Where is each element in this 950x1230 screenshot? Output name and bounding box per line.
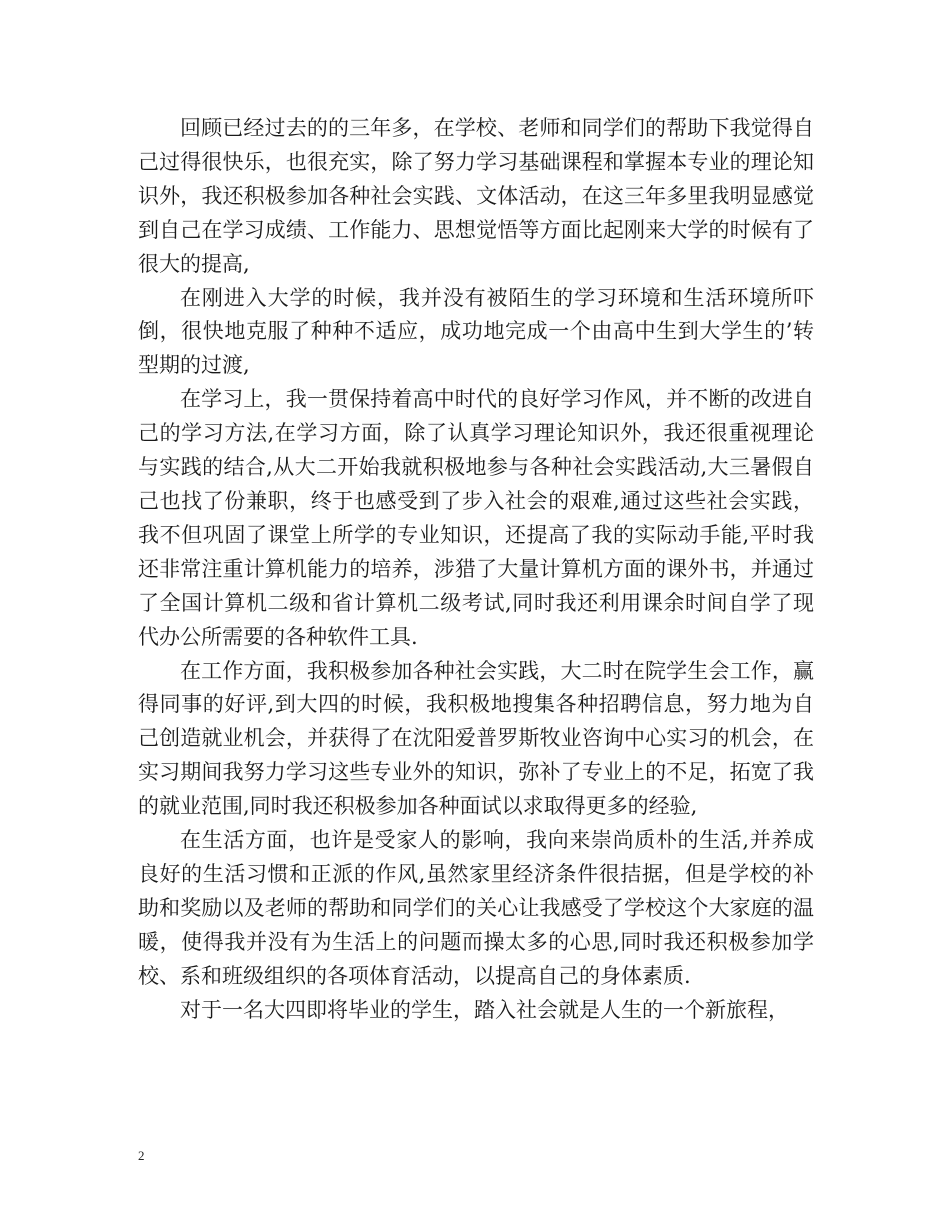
paragraph-work: 在工作方面，我积极参加各种社会实践，大二时在院学生会工作，赢得同事的好评,到大四的时候，我积极地搜集各种招聘信息，努力地为自己创造就业机会，并获得了在沈阳爱普罗斯牧业咨询中心实习的机会，在实习期间我努力学习这些专业外的知识，弥补了专业上的不足，拓宽了我的就业范围,同时我还积极参加各种面试以求取得更多的经验, [138, 658, 814, 819]
paragraph-graduation: 对于一名大四即将毕业的学生，踏入社会就是人生的一个新旅程， [180, 997, 789, 1022]
paragraph-review: 回顾已经过去的的三年多，在学校、老师和同学们的帮助下我觉得自己过得很快乐，也很充实，除了努力学习基础课程和掌握本专业的理论知识外，我还积极参加各种社会实践、文体活动，在这三年多里我明显感觉到自己在学习成绩、工作能力、思想觉悟等方面比起刚来大学的时候有了很大的提高, [138, 116, 814, 276]
paragraph-life: 在生活方面，也许是受家人的影响，我向来崇尚质朴的生活,并养成良好的生活习惯和正派的作风,虽然家里经济条件很拮据，但是学校的补助和奖励以及老师的帮助和同学们的关心让我感受了学校这个大家庭的温暖，使得我并没有为生活上的问题而操太多的心思,同时我还积极参加学校、系和班级组织的各项体育活动，以提高自己的身体素质. [138, 828, 814, 988]
document-body [138, 112, 814, 1027]
paragraph-entering-university: 在刚进入大学的时候，我并没有被陌生的学习环境和生活环境所吓倒，很快地克服了种种不适应，成功地完成一个由高中生到大学生的’转型期的过渡, [138, 285, 814, 378]
paragraph-study: 在学习上，我一贯保持着高中时代的良好学习作风，并不断的改进自己的学习方法,在学习方面，除了认真学习理论知识外，我还很重视理论与实践的结合,从大二开始我就积极地参与各种社会实践活动,大三暑假自己也找了份兼职，终于也感受到了步入社会的艰难,通过这些社会实践，我不但巩固了课堂上所学的专业知识，还提高了我的实际动手能,平时我还非常注重计算机能力的培养，涉猎了大量计算机方面的课外书，并通过了全国计算机二级和省计算机二级考试,同时我还利用课余时间自学了现代办公所需要的各种软件工具. [138, 387, 814, 649]
page-number: 2 [138, 1148, 145, 1163]
